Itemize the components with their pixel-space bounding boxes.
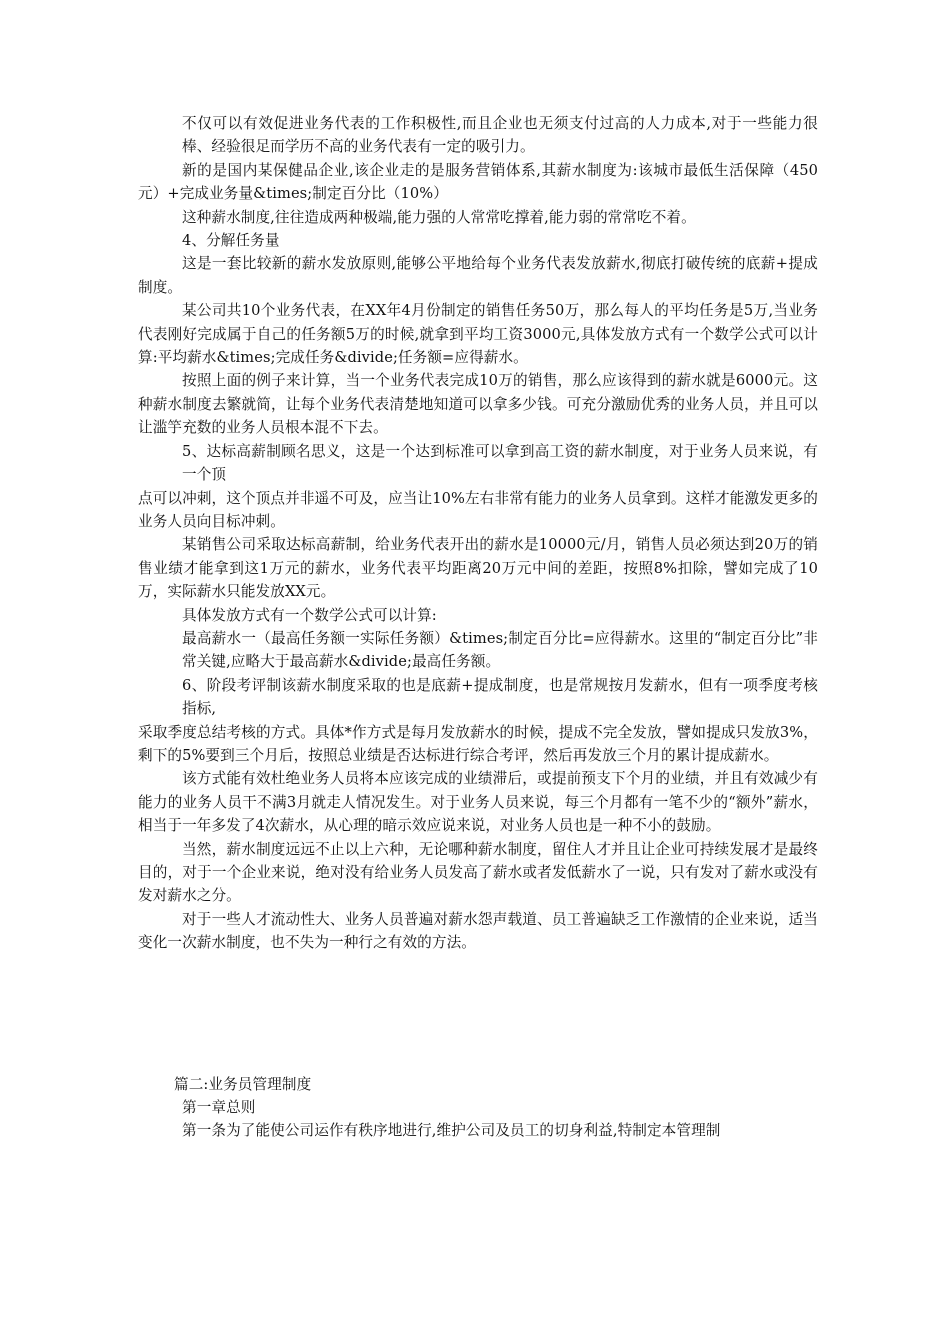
paragraph: 该方式能有效杜绝业务人员将本应该完成的业绩滞后，或提前预支下个月的业绩，并且有效减少有能力的业务人员干不满3月就走人情况发生。对于业务人员来说，每三个月都有一笔不少的“额外”薪水，相当于一年多发了4次薪水，从心理的暗示效应说来说，对业务人员也是一种不小的鼓励。: [138, 770, 818, 835]
body-text: [138, 112, 818, 955]
section-gap: [138, 955, 818, 1073]
paragraph: 6、阶段考评制该薪水制度采取的也是底薪+提成制度，也是常规按月发薪水，但有一项季度考核指标,: [182, 676, 818, 718]
article-one: 第一条为了能使公司运作有秩序地进行,维护公司及员工的切身利益,特制定本管理制: [182, 1122, 721, 1140]
paragraph: 新的是国内某保健品企业,该企业走的是服务营销体系,其薪水制度为:该城市最低生活保障（450元）+完成业务量&times;制定百分比（10%）: [138, 161, 818, 203]
paragraph: 最高薪水一（最高任务额一实际任务额）&times;制定百分比=应得薪水。这里的“制定百分比”非常关键,应略大于最高薪水&divide;最高任务额。: [182, 629, 818, 671]
paragraph: 这是一套比较新的薪水发放原则,能够公平地给每个业务代表发放薪水,彻底打破传统的底薪+提成制度。: [138, 255, 818, 296]
paragraph: 这种薪水制度,往往造成两种极端,能力强的人常常吃撑着,能力弱的常常吃不着。: [182, 208, 696, 226]
paragraph: 当然，薪水制度远远不止以上六种，无论哪种薪水制度，留住人才并且让企业可持续发展才是最终目的，对于一个企业来说，绝对没有给业务人员发高了薪水或者发低薪水了一说，只有发对了薪水或没有发对薪水之分。: [138, 840, 818, 905]
paragraph: 不仅可以有效促进业务代表的工作积极性,而且企业也无须支付过高的人力成本,对于一些能力很棒、经验很足而学历不高的业务代表有一定的吸引力。: [182, 115, 818, 156]
document-page: [138, 112, 818, 1143]
paragraph: 某销售公司采取达标高薪制，给业务代表开出的薪水是10000元/月，销售人员必须达到20万的销售业绩才能拿到这1万元的薪水，业务代表平均距离20万元中间的差距，按照8%扣除，譬如完成了10万，实际薪水只能发放XX元。: [138, 536, 818, 601]
paragraph: 5、达标高薪制顾名思义，这是一个达到标准可以拿到高工资的薪水制度，对于业务人员来说，有一个顶: [182, 442, 818, 484]
paragraph: 采取季度总结考核的方式。具体*作方式是每月发放薪水的时候，提成不完全发放，譬如提成只发放3%，剩下的5%要到三个月后，按照总业绩是否达标进行综合考评，然后再发放三个月的累计提成薪水。: [138, 723, 818, 764]
paragraph: 点可以冲刺，这个顶点并非遥不可及，应当让10%左右非常有能力的业务人员拿到。这样才能激发更多的业务人员向目标冲刺。: [138, 489, 818, 530]
paragraph: 对于一些人才流动性大、业务人员普遍对薪水怨声载道、员工普遍缺乏工作激情的企业来说，适当变化一次薪水制度，也不失为一种行之有效的方法。: [138, 910, 818, 952]
chapter-heading: 第一章总则: [182, 1099, 256, 1117]
paragraph: 按照上面的例子来计算，当一个业务代表完成10万的销售，那么应该得到的薪水就是6000元。这种薪水制度去繁就简，让每个业务代表清楚地知道可以拿多少钱。可充分激励优秀的业务人员，并且可以让滥竽充数的业务人员根本混不下去。: [138, 372, 818, 437]
paragraph: 具体发放方式有一个数学公式可以计算:: [182, 606, 437, 624]
section-title: 篇二:业务员管理制度: [174, 1075, 312, 1093]
paragraph: 4、分解任务量: [182, 232, 280, 250]
paragraph: 某公司共10个业务代表，在XX年4月份制定的销售任务50万，那么每人的平均任务是5万,当业务代表刚好完成属于自己的任务额5万的时候,就拿到平均工资3000元,具体发放方式有一个数学公式可以计算:平均薪水&times;完成任务&divide;任务额=应得薪水。: [138, 302, 818, 367]
